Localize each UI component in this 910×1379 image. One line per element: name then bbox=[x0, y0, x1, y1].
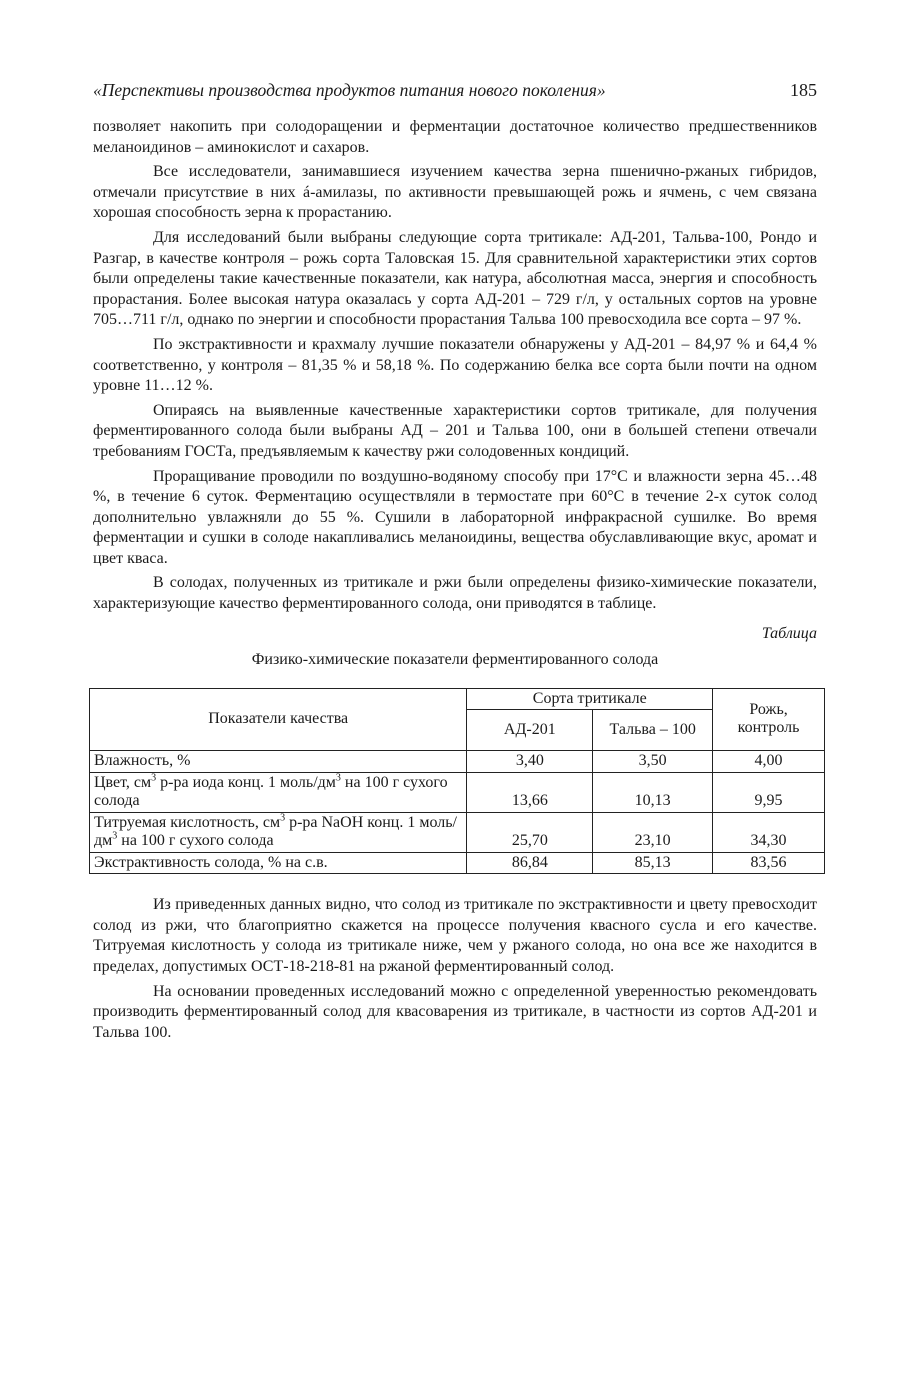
cell-value: 3,40 bbox=[467, 751, 593, 773]
row-label: Экстрактивность солода, % на с.в. bbox=[90, 852, 467, 874]
cell-value: 3,50 bbox=[593, 751, 713, 773]
paragraph: Все исследователи, занимавшиеся изучением качества зерна пшенично-ржаных гибридов, отмечали присутствие в них á-амилазы, по активности превышающей рожь и ячмень, с чем связана хорошая способность зерна к прорастанию. bbox=[93, 163, 817, 222]
cell-value: 9,95 bbox=[713, 772, 825, 812]
page-number: 185 bbox=[790, 80, 817, 100]
cell-value: 83,56 bbox=[713, 852, 825, 874]
cell-value: 10,13 bbox=[593, 772, 713, 812]
table-label: Таблица bbox=[761, 624, 817, 642]
data-table bbox=[89, 688, 825, 875]
header-indicator: Показатели качества bbox=[90, 688, 467, 751]
cell-value: 13,66 bbox=[467, 772, 593, 812]
table-caption: Физико-химические показатели ферментированного солода bbox=[251, 650, 659, 668]
header-triticale-group: Сорта тритикале bbox=[467, 688, 713, 710]
header-ad201: АД-201 bbox=[467, 710, 593, 751]
paragraph: В солодах, полученных из тритикале и ржи были определены физико-химические показатели, характеризующие качество ферментированного солода, они приводятся в таблице. bbox=[93, 574, 817, 613]
cell-value: 86,84 bbox=[467, 852, 593, 874]
cell-value: 85,13 bbox=[593, 852, 713, 874]
paragraph: Из приведенных данных видно, что солод из тритикале по экстрактивности и цвету превосходит солод из ржи, что благоприятно скажется на процессе получения квасного сусла и его качестве. Титруемая кислотность у солода из тритикале ниже, чем у ржаного солода, но она все же находится в пределах, допустимых ОСТ-18-218-81 на ржаной ферментированный солод. bbox=[93, 896, 817, 975]
row-label: Титруемая кислотность, $см^3$ р-ра NaOH конц. 1 моль/$дм^3$ на 100 г сухого солода bbox=[90, 812, 467, 852]
table-row bbox=[90, 751, 825, 773]
cell-value: 25,70 bbox=[467, 812, 593, 852]
header-control: Рожь, контроль bbox=[713, 688, 825, 751]
running-title: «Перспективы производства продуктов питания нового поколения» bbox=[93, 80, 606, 100]
table-row bbox=[90, 812, 825, 852]
cell-value: 34,30 bbox=[713, 812, 825, 852]
paragraph: На основании проведенных исследований можно с определенной уверенностью рекомендовать производить ферментированный солод для квасоварения из тритикале, в частности из сортов АД-201 и Тальва 100. bbox=[93, 982, 817, 1041]
paragraph: позволяет накопить при солодоращении и ферментации достаточное количество предшественников меланоидинов – аминокислот и сахаров. bbox=[93, 118, 817, 156]
row-label: Цвет, $см^3$ р-ра иода конц. 1 моль/$дм^3$ на 100 г сухого солода bbox=[90, 772, 467, 812]
paragraph: Проращивание проводили по воздушно-водяному способу при 17°С и влажности зерна 45…48 %, в течение 6 суток. Ферментацию осуществляли в термостате при 60°С в течение 2-х суток солод дополнительно увлажняли до 55 %. Сушили в лабораторной инфракрасной сушилке. Во время ферментации и сушки в солоде накапливались меланоидины, вещества обуславливающие вкус, аромат и цвет кваса. bbox=[93, 467, 817, 567]
cell-value: 23,10 bbox=[593, 812, 713, 852]
table-header-row bbox=[90, 688, 825, 710]
paragraph: Опираясь на выявленные качественные характеристики сортов тритикале, для получения ферментированного солода были выбраны АД – 201 и Тальва 100, они в большей степени отвечали требованиям ГОСТа, предъявляемым к качеству ржи солодовенных кондиций. bbox=[93, 401, 817, 460]
table-row bbox=[90, 772, 825, 812]
page bbox=[93, 80, 817, 1043]
header-talva100: Тальва – 100 bbox=[593, 710, 713, 751]
paragraph: Для исследований были выбраны следующие сорта тритикале: АД-201, Тальва-100, Рондо и Разгар, в качестве контроля – рожь сорта Таловская 15. Для сравнительной характеристики этих сортов были определены такие качественные показатели, как натура, абсолютная масса, энергия и способность прорастания. Более высокая натура оказалась у сорта АД-201 – 729 г/л, у остальных сортов на уровне 705…711 г/л, однако по энергии и способности прорастания Тальва 100 превосходила все сорта – 97 %. bbox=[93, 228, 817, 329]
paragraph: По экстрактивности и крахмалу лучшие показатели обнаружены у АД-201 – 84,97 % и 64,4 % соответственно, у контроля – 81,35 % и 58,18 %. По содержанию белка все сорта были почти на одном уровне 11…12 %. bbox=[93, 335, 817, 395]
table-row bbox=[90, 852, 825, 874]
cell-value: 4,00 bbox=[713, 751, 825, 773]
row-label: Влажность, % bbox=[90, 751, 467, 773]
running-header bbox=[93, 80, 817, 101]
